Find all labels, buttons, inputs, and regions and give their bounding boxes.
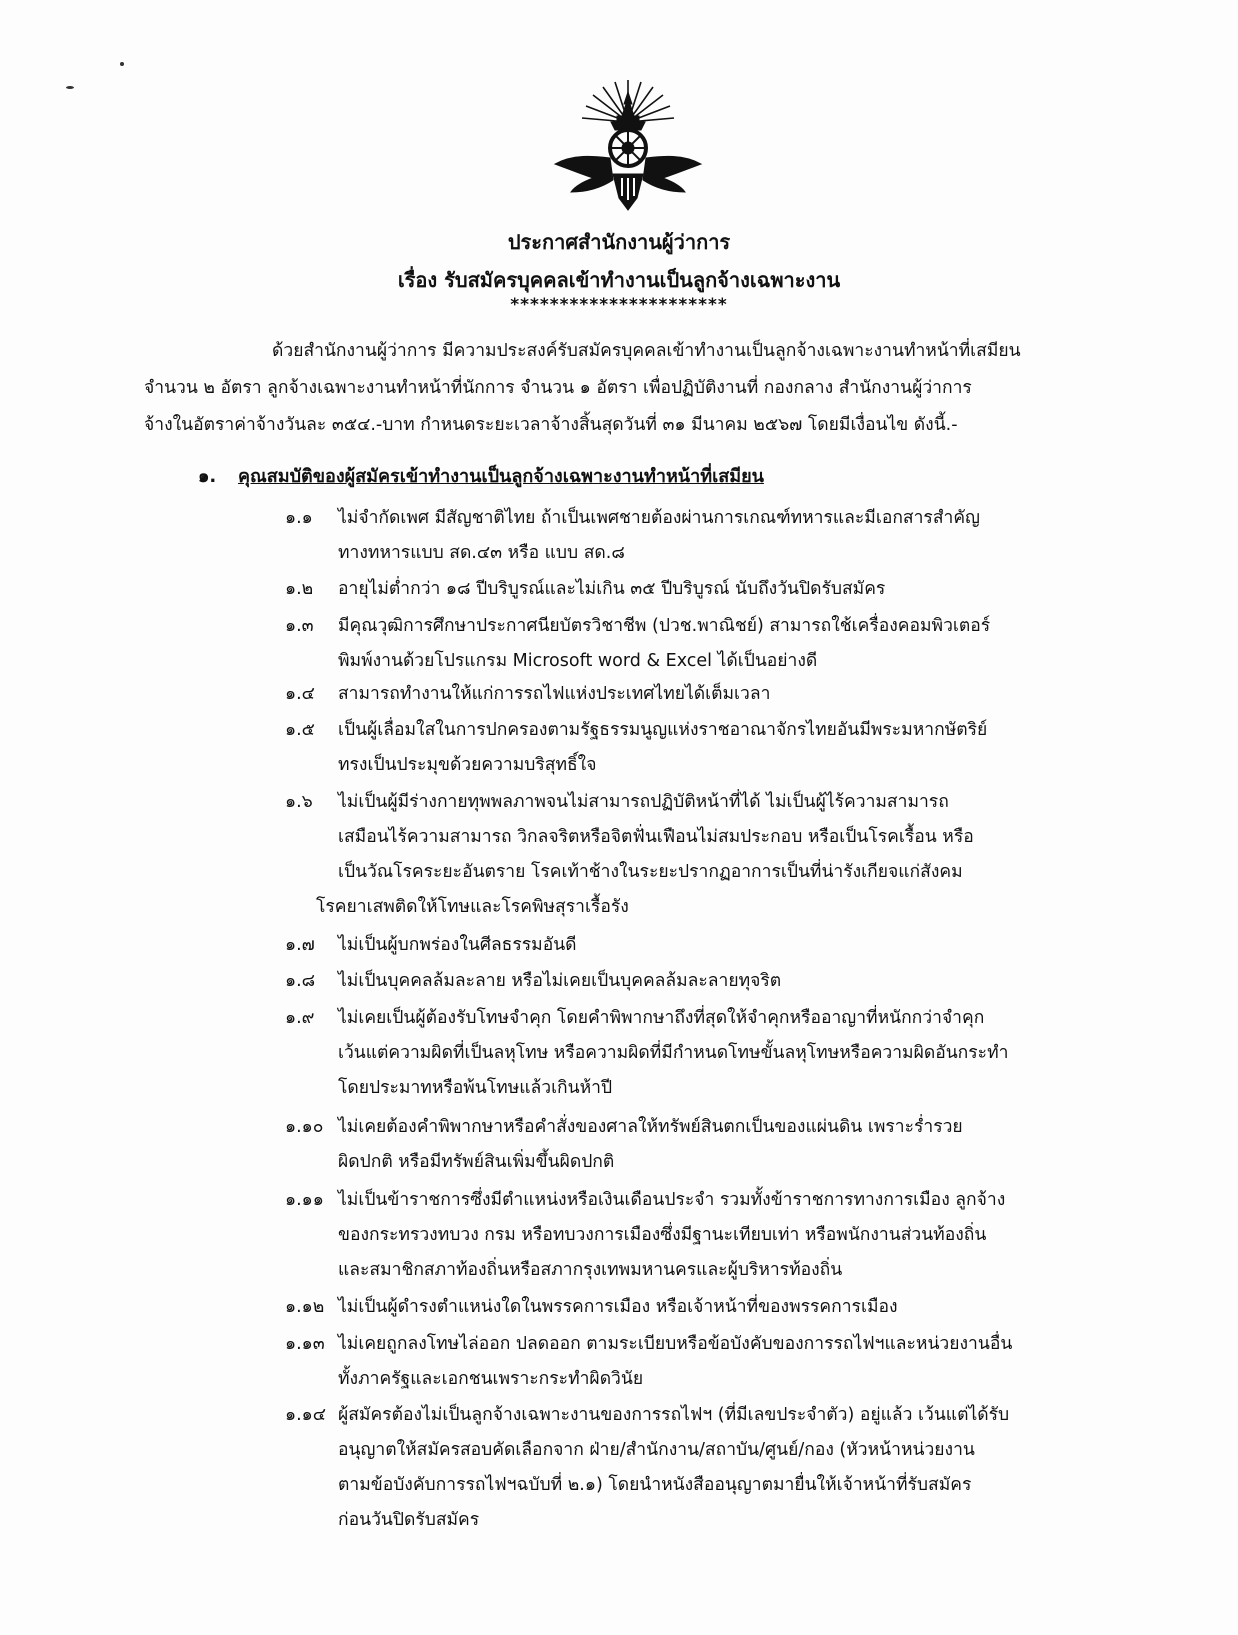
- qualification-item-text: เป็นวัณโรคระยะอันตราย โรคเท้าช้างในระยะปรากฏอาการเป็นที่น่ารังเกียจแก่สังคม: [338, 862, 963, 882]
- qualification-item-text: โรคยาเสพติดให้โทษและโรคพิษสุราเรื้อรัง: [316, 897, 629, 917]
- qualification-item-number: ๑.๑: [285, 508, 313, 528]
- qualification-item-text: ผู้สมัครต้องไม่เป็นลูกจ้างเฉพาะงานของการรถไฟฯ (ที่มีเลขประจำตัว) อยู่แล้ว เว้นแต่ได้รับ: [338, 1405, 1010, 1425]
- qualification-item-text: ทางทหารแบบ สด.๔๓ หรือ แบบ สด.๘: [338, 543, 625, 563]
- qualification-item-number: ๑.๑๔: [285, 1405, 327, 1425]
- qualification-item-text: ทรงเป็นประมุขด้วยความบริสุทธิ์ใจ: [338, 755, 597, 775]
- qualification-item-number: ๑.๑๒: [285, 1297, 325, 1317]
- state-railway-emblem-icon: [553, 78, 703, 213]
- qualification-item-text: ไม่เป็นข้าราชการซึ่งมีตำแหน่งหรือเงินเดือนประจำ รวมทั้งข้าราชการทางการเมือง ลูกจ้าง: [338, 1190, 1006, 1210]
- qualification-item-number: ๑.๓: [285, 616, 314, 636]
- qualification-item-text: เป็นผู้เลื่อมใสในการปกครองตามรัฐธรรมนูญแห่งราชอาณาจักรไทยอันมีพระมหากษัตริย์: [338, 720, 988, 740]
- qualification-item-text: ตามข้อบังคับการรถไฟฯฉบับที่ ๒.๑) โดยนำหนังสืออนุญาตมายื่นให้เจ้าหน้าที่รับสมัคร: [338, 1475, 972, 1495]
- qualification-item-text: อนุญาตให้สมัครสอบคัดเลือกจาก ฝ่าย/สำนักงาน/สถาบัน/ศูนย์/กอง (หัวหน้าหน่วยงาน: [338, 1440, 975, 1460]
- qualification-item-text: ของกระทรวงทบวง กรม หรือทบวงการเมืองซึ่งมีฐานะเทียบเท่า หรือพนักงานส่วนท้องถิ่น: [338, 1225, 987, 1245]
- qualification-item-text: ผิดปกติ หรือมีทรัพย์สินเพิ่มขึ้นผิดปกติ: [338, 1152, 615, 1172]
- qualification-item-number: ๑.๕: [285, 720, 315, 740]
- qualification-item-text: และสมาชิกสภาท้องถิ่นหรือสภากรุงเทพมหานครและผู้บริหารท้องถิ่น: [338, 1260, 843, 1280]
- qualification-item-text: ไม่จำกัดเพศ มีสัญชาติไทย ถ้าเป็นเพศชายต้องผ่านการเกณฑ์ทหารและมีเอกสารสำคัญ: [338, 508, 980, 528]
- scan-speck: [120, 62, 124, 66]
- announcement-title: ประกาศสำนักงานผู้ว่าการ: [507, 230, 731, 254]
- section-title: คุณสมบัติของผู้สมัครเข้าทำงานเป็นลูกจ้างเฉพาะงานทำหน้าที่เสมียน: [238, 466, 764, 487]
- intro-line: ด้วยสำนักงานผู้ว่าการ มีความประสงค์รับสมัครบุคคลเข้าทำงานเป็นลูกจ้างเฉพาะงานทำหน้าที่เสมียน: [272, 341, 1021, 361]
- qualification-item-text: ไม่เคยเป็นผู้ต้องรับโทษจำคุก โดยคำพิพากษาถึงที่สุดให้จำคุกหรืออาญาที่หนักกว่าจำคุก: [338, 1008, 985, 1028]
- qualification-item-number: ๑.๔: [285, 684, 315, 704]
- qualification-item-text: ไม่เป็นบุคคลล้มละลาย หรือไม่เคยเป็นบุคคลล้มละลายทุจริต: [338, 971, 782, 991]
- qualification-item-text: ก่อนวันปิดรับสมัคร: [338, 1510, 480, 1530]
- qualification-item-text: พิมพ์งานด้วยโปรแกรม Microsoft word & Excel ได้เป็นอย่างดี: [338, 651, 818, 671]
- intro-line: จ้างในอัตราค่าจ้างวันละ ๓๕๔.-บาท กำหนดระยะเวลาจ้างสิ้นสุดวันที่ ๓๑ มีนาคม ๒๕๖๗ โดยมีเงื่อนไข ดังนี้.-: [144, 415, 958, 435]
- qualification-item-number: ๑.๗: [285, 935, 315, 955]
- qualification-item-text: เสมือนไร้ความสามารถ วิกลจริตหรือจิตฟั่นเฟือนไม่สมประกอบ หรือเป็นโรคเรื้อน หรือ: [338, 827, 974, 847]
- scan-speck: [66, 86, 74, 89]
- qualification-item-number: ๑.๖: [285, 792, 313, 812]
- announcement-subject: เรื่อง รับสมัครบุคคลเข้าทำงานเป็นลูกจ้างเฉพาะงาน: [397, 268, 841, 292]
- title-separator: **********************: [510, 295, 728, 315]
- qualification-item-text: ไม่เป็นผู้มีร่างกายทุพพลภาพจนไม่สามารถปฏิบัติหน้าที่ได้ ไม่เป็นผู้ไร้ความสามารถ: [338, 792, 949, 812]
- qualification-item-text: โดยประมาทหรือพ้นโทษแล้วเกินห้าปี: [338, 1078, 613, 1098]
- qualification-item-text: ไม่เคยถูกลงโทษไล่ออก ปลดออก ตามระเบียบหรือข้อบังคับของการรถไฟฯและหน่วยงานอื่น: [338, 1334, 1013, 1354]
- qualification-item-text: ไม่เป็นผู้บกพร่องในศีลธรรมอันดี: [338, 935, 577, 955]
- intro-line: จำนวน ๒ อัตรา ลูกจ้างเฉพาะงานทำหน้าที่นักการ จำนวน ๑ อัตรา เพื่อปฏิบัติงานที่ กองกลาง สำนักงานผู้ว่าการ: [144, 378, 972, 398]
- qualification-item-text: อายุไม่ต่ำกว่า ๑๘ ปีบริบูรณ์และไม่เกิน ๓๕ ปีบริบูรณ์ นับถึงวันปิดรับสมัคร: [338, 579, 886, 599]
- qualification-item-text: เว้นแต่ความผิดที่เป็นลหุโทษ หรือความผิดที่มีกำหนดโทษขั้นลหุโทษหรือความผิดอันกระทำ: [338, 1043, 1009, 1063]
- qualification-item-number: ๑.๑๑: [285, 1190, 324, 1210]
- qualification-item-text: มีคุณวุฒิการศึกษาประกาศนียบัตรวิชาชีพ (ปวช.พาณิชย์) สามารถใช้เครื่องคอมพิวเตอร์: [338, 616, 991, 636]
- qualification-item-text: ทั้งภาครัฐและเอกชนเพราะกระทำผิดวินัย: [338, 1369, 644, 1389]
- qualification-item-number: ๑.๘: [285, 971, 316, 991]
- section-number: ๑.: [198, 466, 217, 487]
- qualification-item-text: ไม่เคยต้องคำพิพากษาหรือคำสั่งของศาลให้ทรัพย์สินตกเป็นของแผ่นดิน เพราะร่ำรวย: [338, 1117, 963, 1137]
- qualification-item-number: ๑.๙: [285, 1008, 315, 1028]
- qualification-item-number: ๑.๒: [285, 579, 314, 599]
- qualification-item-number: ๑.๑๓: [285, 1334, 325, 1354]
- qualification-item-text: ไม่เป็นผู้ดำรงตำแหน่งใดในพรรคการเมือง หรือเจ้าหน้าที่ของพรรคการเมือง: [338, 1297, 898, 1317]
- qualification-item-number: ๑.๑๐: [285, 1117, 324, 1137]
- qualification-item-text: สามารถทำงานให้แก่การรถไฟแห่งประเทศไทยได้เต็มเวลา: [338, 684, 771, 704]
